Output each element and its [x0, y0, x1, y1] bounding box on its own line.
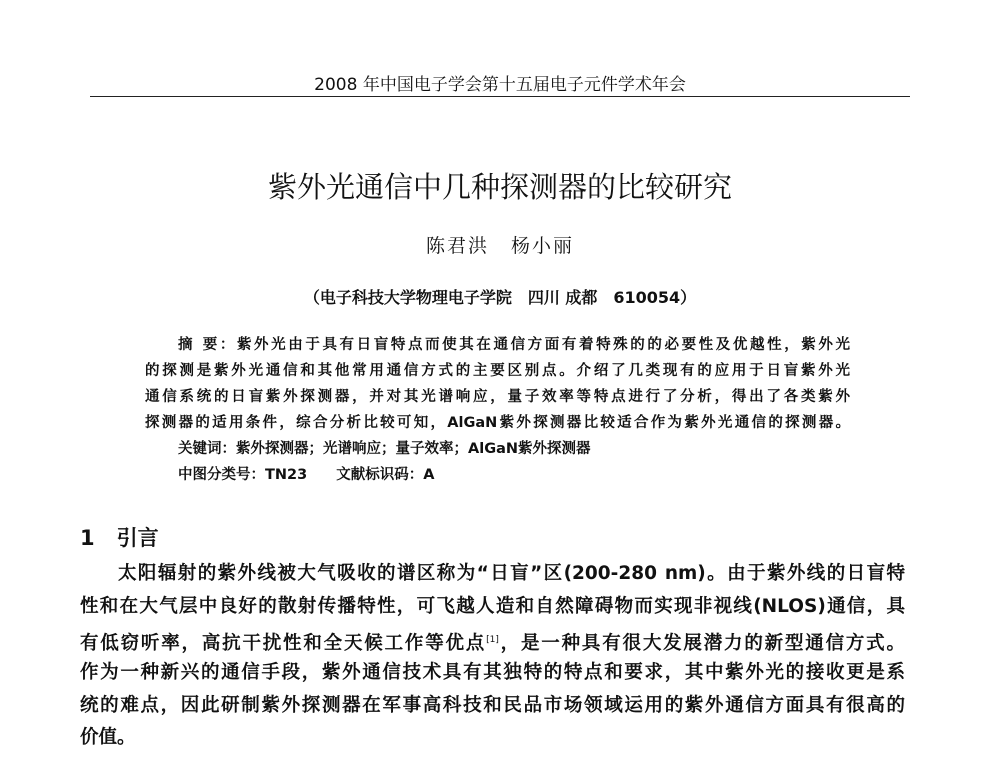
keywords: 关键词：紫外探测器；光谱响应；量子效率；AlGaN紫外探测器 — [178, 441, 591, 457]
body-line — [80, 626, 905, 654]
section-heading — [80, 522, 181, 552]
section-title: 引言 — [116, 526, 159, 550]
affiliation: （电子科技大学物理电子学院 四川 成都 610054） — [303, 288, 697, 307]
classification: 中图分类号：TN23 文献标识码：A — [178, 467, 435, 483]
body-line: 价值。 — [80, 727, 136, 748]
conference-header: 2008 年中国电子学会第十五届电子元件学术年会 — [314, 75, 686, 95]
body-line: 性和在大气层中良好的散射传播特性，可飞越人造和自然障碍物而实现非视线(NLOS)通信，具 — [80, 596, 905, 617]
body-text: ，是一种具有很大发展潜力的新型通信方式。 — [498, 633, 905, 654]
body-line: 太阳辐射的紫外线被大气吸收的谱区称为“日盲”区(200-280 nm)。由于紫外线的日盲特 — [118, 563, 905, 584]
body-line: 作为一种新兴的通信手段，紫外通信技术具有其独特的特点和要求，其中紫外光的接收更是系 — [80, 662, 905, 683]
body-text: 有低窃听率，高抗干扰性和全天候工作等优点 — [80, 633, 487, 654]
paper-title: 紫外光通信中几种探测器的比较研究 — [267, 170, 732, 204]
authors: 陈君洪 杨小丽 — [425, 235, 575, 257]
citation: [1] — [486, 635, 499, 645]
abstract-line: 摘 要：紫外光由于具有日盲特点而使其在通信方面有着特殊的的必要性及优越性，紫外光 — [178, 337, 850, 353]
section-number: 1 — [80, 526, 95, 550]
body-line: 统的难点，因此研制紫外探测器在军事高科技和民品市场领域运用的紫外通信方面具有很高的 — [80, 695, 905, 716]
abstract-line: 通信系统的日盲紫外探测器，并对其光谱响应，量子效率等特点进行了分析，得出了各类紫外 — [145, 389, 850, 405]
abstract-line: 的探测是紫外光通信和其他常用通信方式的主要区别点。介绍了几类现有的应用于日盲紫外光 — [145, 363, 850, 379]
header-rule — [90, 96, 910, 97]
abstract-line: 探测器的适用条件，综合分析比较可知，AlGaN紫外探测器比较适合作为紫外光通信的探测器。 — [145, 415, 850, 431]
